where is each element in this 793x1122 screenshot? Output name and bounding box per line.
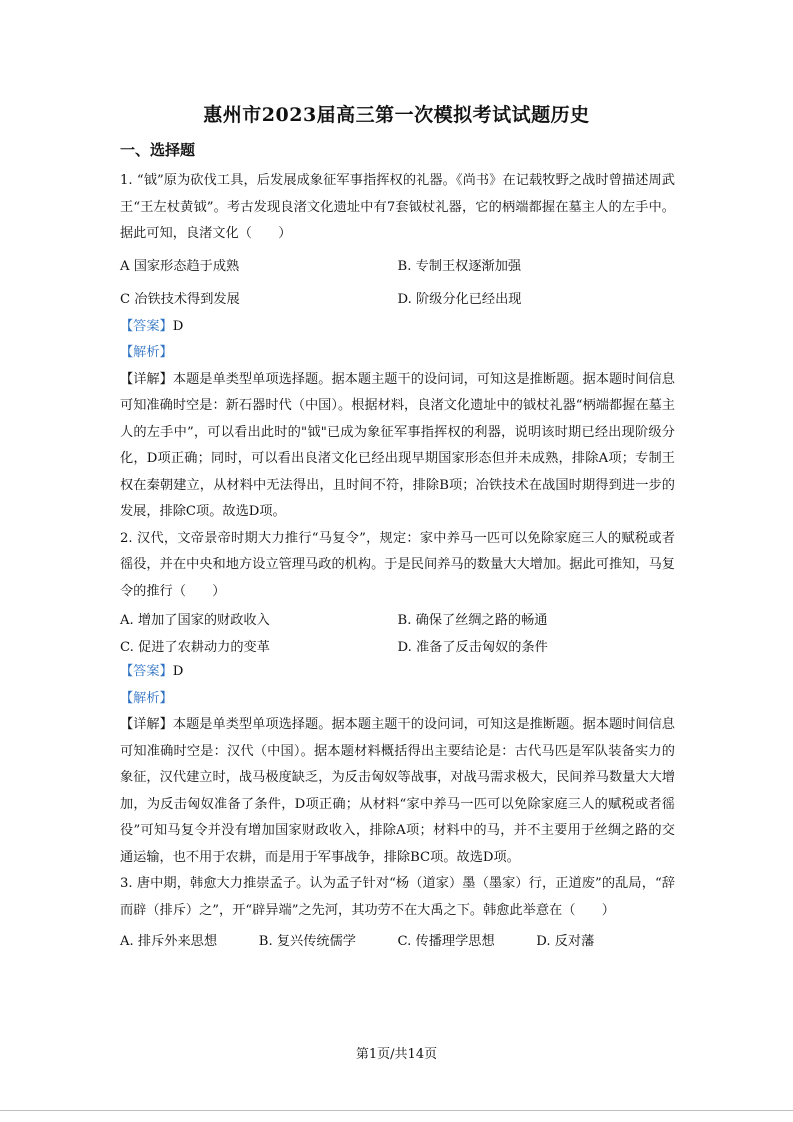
answer-tag: 【答案】: [120, 664, 173, 679]
detail-tag: 【详解】: [120, 717, 173, 732]
question-2-answer: [120, 659, 675, 686]
question-1-options-row-2: [120, 281, 675, 314]
question-3-option-b: B. 复兴传统儒学: [258, 933, 356, 949]
question-3-option-a: A. 排斥外来思想: [120, 933, 218, 949]
question-1-stem: 1. “钺”原为砍伐工具，后发展成象征军事指挥权的礼器。《尚书》在记载牧野之战时曾描述周武王“王左杖黄钺”。考古发现良渚文化遗址中有7套钺杖礼器，它的柄端都握在墓主人的左手中。据此可知，良渚文化（ ）: [120, 173, 675, 241]
bottom-divider: [0, 1110, 793, 1111]
question-1-analysis-tag: 【解析】: [120, 345, 173, 360]
question-1-option-a: A 国家形态趋于成熟: [120, 258, 240, 274]
question-2-options-row-1: [120, 605, 675, 632]
answer-value: D: [172, 318, 184, 334]
question-1-options-row-1: [120, 248, 675, 281]
question-2-option-d: D. 准备了反击匈奴的条件: [397, 640, 548, 655]
question-1-detail: [120, 367, 675, 526]
detail-text: 本题是单类型单项选择题。据本题主题干的设问词，可知这是推断题。据本题时间信息可知准确时空是：新石器时代（中国）。根据材料，良渚文化遗址中的钺杖礼器“柄端都握在墓主人的左手中”，可以看出此时的"钺"已成为象征军事指挥权的利器，说明该时期已经出现阶级分化，D项正确；同时，可以看出良渚文化已经出现早期国家形态但并未成熟，排除A项；专制王权在秦朝建立，从材料中无法得出，且时间不符，排除B项；冶铁技术在战国时期得到进一步的发展，排除C项。故选D项。: [120, 371, 675, 519]
answer-value: D: [172, 664, 184, 679]
answer-tag: 【答案】: [120, 318, 173, 334]
question-3-stem: 3. 唐中期，韩愈大力推崇孟子。认为孟子针对“杨（道家）墨（墨家）行，正道废”的乱局，“辞而辟（排斥）之”，开“辟异端”之先河，其功劳不在大禹之下。韩愈此举意在（ ）: [120, 876, 675, 918]
question-2-option-c: C. 促进了农耕动力的变革: [120, 640, 270, 655]
detail-text: 本题是单类型单项选择题。据本题主题干的设问词，可知这是推断题。据本题时间信息可知准确时空是：汉代（中国）。据本题材料概括得出主要结论是：古代马匹是军队装备实力的象征，汉代建立时，战马极度缺乏，为反击匈奴等战事，对战马需求极大，民间养马数量大大增加，为反击匈奴准备了条件，D项正确；从材料“家中养马一匹可以免除家庭三人的赋税或者徭役”可知马复令并没有增加国家财政收入，排除A项；材料中的马，并不主要用于丝绸之路的交通运输，也不用于农耕，而是用于军事战争，排除BC项。故选D项。: [120, 717, 675, 865]
question-2-options-row-2: [120, 632, 675, 659]
question-1-option-c: C 冶铁技术得到发展: [120, 291, 240, 307]
question-3-option-c: C. 传播理学思想: [397, 933, 495, 949]
question-1-option-d: D. 阶级分化已经出现: [397, 291, 522, 307]
question-2-analysis-tag: 【解析】: [120, 690, 173, 706]
question-2-stem: 2. 汉代，文帝景帝时期大力推行“马复令”，规定：家中养马一匹可以免除家庭三人的赋税或者徭役，并在中央和地方设立管理马政的机构。于是民间养马的数量大大增加。据此可推知，马复令的推行（ ）: [120, 530, 675, 599]
section-heading: 一、选择题: [120, 141, 196, 159]
question-3-options-row: [120, 924, 675, 954]
question-1-option-b: B. 专制王权逐渐加强: [397, 258, 522, 274]
question-content: [120, 168, 675, 954]
question-2-detail: [120, 712, 675, 871]
page-number: 第1页/共14页: [355, 1047, 438, 1062]
question-1-answer: [120, 314, 675, 341]
page-title: 惠州市2023届高三第一次模拟考试试题历史: [203, 104, 590, 126]
question-2-option-b: B. 确保了丝绸之路的畅通: [397, 613, 548, 628]
detail-tag: 【详解】: [120, 371, 173, 387]
question-3-option-d: D. 反对藩: [536, 933, 595, 949]
question-2-option-a: A. 增加了国家的财政收入: [120, 613, 270, 628]
